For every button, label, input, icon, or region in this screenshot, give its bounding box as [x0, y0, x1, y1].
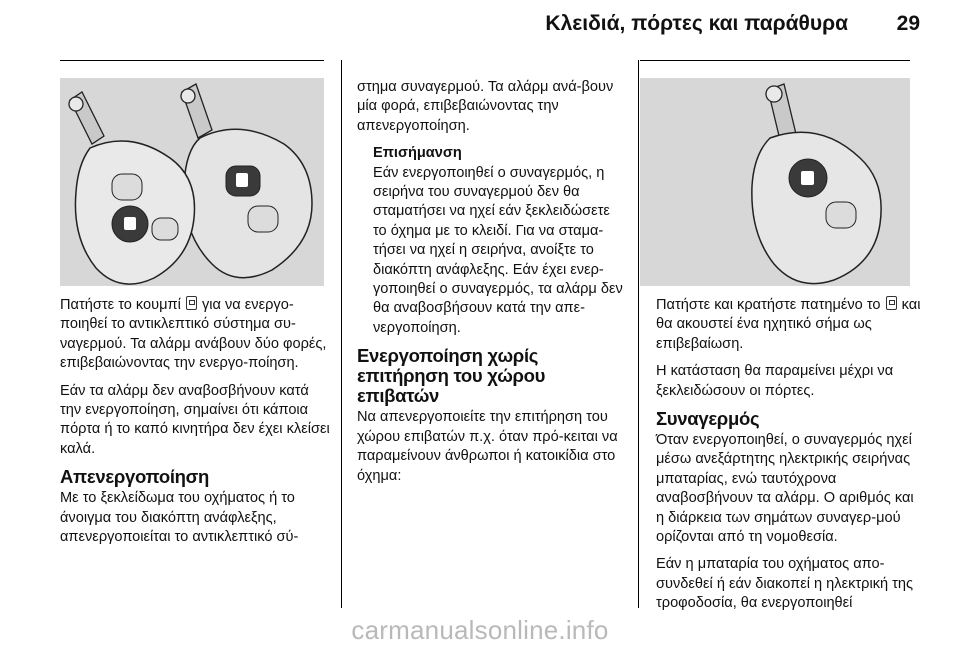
figure-two-remote-keys: [60, 78, 324, 286]
paragraph: Πατήστε το κουμπί για να ενεργο-ποιηθεί το αντικλεπτικό σύστημα συ-ναγερμού. Τα αλάρμ ανάβουν δύο φορές, επιβεβαιώνοντας την ενεργο-ποίηση.: [60, 297, 327, 372]
column-divider-1: [341, 60, 342, 608]
page-number: 29: [896, 12, 920, 35]
figure-single-remote-key: [640, 78, 910, 286]
paragraph: Με το ξεκλείδωμα του οχήματος ή το άνοιγμα του διακόπτη ανάφλεξης, απενεργοποιείται το αντικλεπτικό σύ-: [60, 490, 299, 546]
note-box: [357, 144, 625, 338]
page-title: Κλειδιά, πόρτες και παράθυρα: [545, 12, 848, 35]
watermark: carmanualsonline.info: [351, 615, 609, 645]
section-heading-alarm: Συναγερμός: [656, 408, 760, 430]
text-column-3: [656, 296, 924, 622]
paragraph: Πατήστε και κρατήστε πατημένο το και θα ακουστεί ένα ηχητικό σήμα ως επιβεβαίωση.: [656, 297, 921, 352]
remote-key-illustration: [640, 78, 910, 286]
paragraph: Εάν η μπαταρία του οχήματος απο-συνδεθεί ή εάν διακοπεί η ηλεκτρική της τροφοδοσία, θα ενεργοποιηθεί: [656, 556, 914, 612]
lock-icon: [886, 296, 897, 310]
note-text: Εάν ενεργοποιηθεί ο συναγερμός, η σειρήνα του συναγερμού δεν θα σταματήσει να ηχεί εάν ξεκλειδώσετε το όχημα με το κλειδί. Για να σταμα-τήσει να ηχεί η σειρήνα, ανοίξτε το διακόπτη ανάφλεξης. Εάν έχει ενερ-γοποιηθεί ο συναγερμός, τα αλάρμ δεν θα αναβοσβήσουν κατά την απε-νεργοποίηση.: [373, 164, 623, 336]
paragraph: Να απενεργοποιείτε την επιτήρηση του χώρου επιβατών π.χ. όταν πρό-κειται να παραμείνουν άνθρωποι ή κατοικίδια στο όχημα:: [357, 409, 618, 484]
paragraph: Όταν ενεργοποιηθεί, ο συναγερμός ηχεί μέσω ανεξάρτητης ηλεκτρικής σειρήνας μπαταρίας, ενώ ταυτόχρονα αναβοσβήνουν τα αλάρμ. Ο αριθμός και η διάρκεια των σημάτων συναγερ-μού ορίζονται από τη νομοθεσία.: [656, 432, 914, 546]
column-rule-3: [640, 60, 910, 61]
paragraph: Η κατάσταση θα παραμείνει μέχρι να ξεκλειδώσουν οι πόρτες.: [656, 363, 894, 399]
remote-keys-illustration: [60, 78, 324, 286]
column-divider-2: [638, 60, 639, 608]
lock-icon: [186, 296, 197, 310]
text-column-1: [60, 296, 330, 555]
section-heading-no-monitoring: Ενεργοποίηση χωρίς επιτήρηση του χώρου επιβατών: [357, 345, 546, 407]
note-title: Επισήμανση: [373, 145, 462, 162]
paragraph: Εάν τα αλάρμ δεν αναβοσβήνουν κατά την ενεργοποίηση, σημαίνει ότι κάποια πόρτα ή το καπό κινητήρα δεν έχει κλείσει καλά.: [60, 382, 330, 457]
page-header: [0, 0, 960, 48]
section-heading-deactivate: Απενεργοποίηση: [60, 466, 210, 488]
text-column-2: [357, 78, 625, 494]
column-rule-1: [60, 60, 324, 61]
paragraph: στημα συναγερμού. Τα αλάρμ ανά-βουν μία φορά, επιβεβαιώνοντας την απενεργοποίηση.: [357, 79, 614, 134]
